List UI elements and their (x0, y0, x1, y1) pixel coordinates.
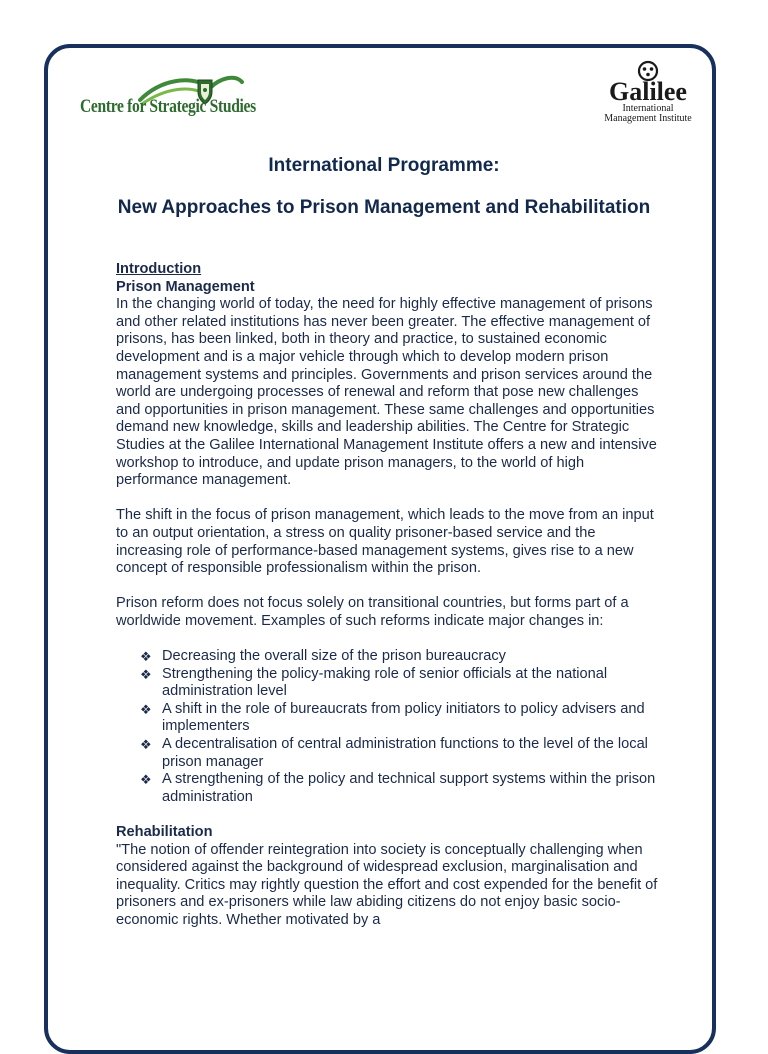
galilee-subtitle-line1: International (622, 103, 674, 114)
programme-title: International Programme: (268, 155, 500, 176)
list-item: ❖ A strengthening of the policy and technical support systems within the prison administration (140, 771, 656, 805)
programme-subtitle: New Approaches to Prison Management and Rehabilitation (117, 197, 651, 218)
diamond-bullet-icon: ❖ (140, 701, 152, 717)
diamond-bullet-icon: ❖ (140, 666, 152, 682)
centre-for-strategic-studies-logo (80, 70, 270, 126)
document-body (116, 261, 664, 930)
galilee-logo (598, 60, 698, 130)
left-logo-text: Centre for Strategic Studies (80, 96, 256, 117)
list-item: ❖ A shift in the role of bureaucrats from policy initiators to policy advisers and implementers (140, 700, 645, 735)
list-item: ❖ Strengthening the policy-making role of senior officials at the national administration level (140, 665, 608, 700)
paragraph-4: "The notion of offender reintegration into society is conceptually challenging when considered against the background of widespread exclusion, marginalisation and inequality. Critics may rightly question the effort and cost expended for the benefit of prisoners and ex-prisoners while law abiding citizens do not enjoy basic socio-economic rights. Whether motivated by a (116, 841, 658, 928)
galilee-name: Galilee (609, 77, 687, 106)
paragraph-1: In the changing world of today, the need for highly effective management of prisons and other related institutions has never been greater. The effective management of prisons, has been linked, both in theory and practice, to sustained economic development and is a major vehicle through which to develop modern prison management systems and principles. Governments and prison services around the world are undergoing processes of renewal and reform that pose new challenges and opportunities in prison management. These same challenges and opportunities demand new knowledge, skills and leadership abilities. The Centre for Strategic Studies at the Galilee International Management Institute offers a new and intensive workshop to introduce, and update prison managers, to the world of high performance management. (116, 296, 657, 489)
list-item: ❖ A decentralisation of central administration functions to the level of the local prison manager (140, 736, 648, 770)
diamond-bullet-icon: ❖ (140, 737, 152, 753)
diamond-bullet-icon: ❖ (140, 649, 152, 665)
list-item: ❖ Decreasing the overall size of the prison bureaucracy (140, 648, 506, 665)
diamond-bullet-icon: ❖ (140, 772, 152, 788)
paragraph-3: Prison reform does not focus solely on transitional countries, but forms part of a worldwide movement. Examples of such reforms indicate major changes in: (116, 595, 629, 629)
introduction-heading: Introduction (116, 261, 202, 277)
reform-list (116, 648, 664, 806)
paragraph-2: The shift in the focus of prison management, which leads to the move from an input to an output orientation, a stress on quality prisoner-based service and the increasing role of performance-based management systems, gives rise to a new concept of responsible professionalism within the prison. (116, 507, 654, 577)
galilee-subtitle-line2: Management Institute (604, 113, 692, 124)
rehabilitation-heading: Rehabilitation (116, 824, 213, 840)
prison-management-heading: Prison Management (116, 278, 255, 295)
